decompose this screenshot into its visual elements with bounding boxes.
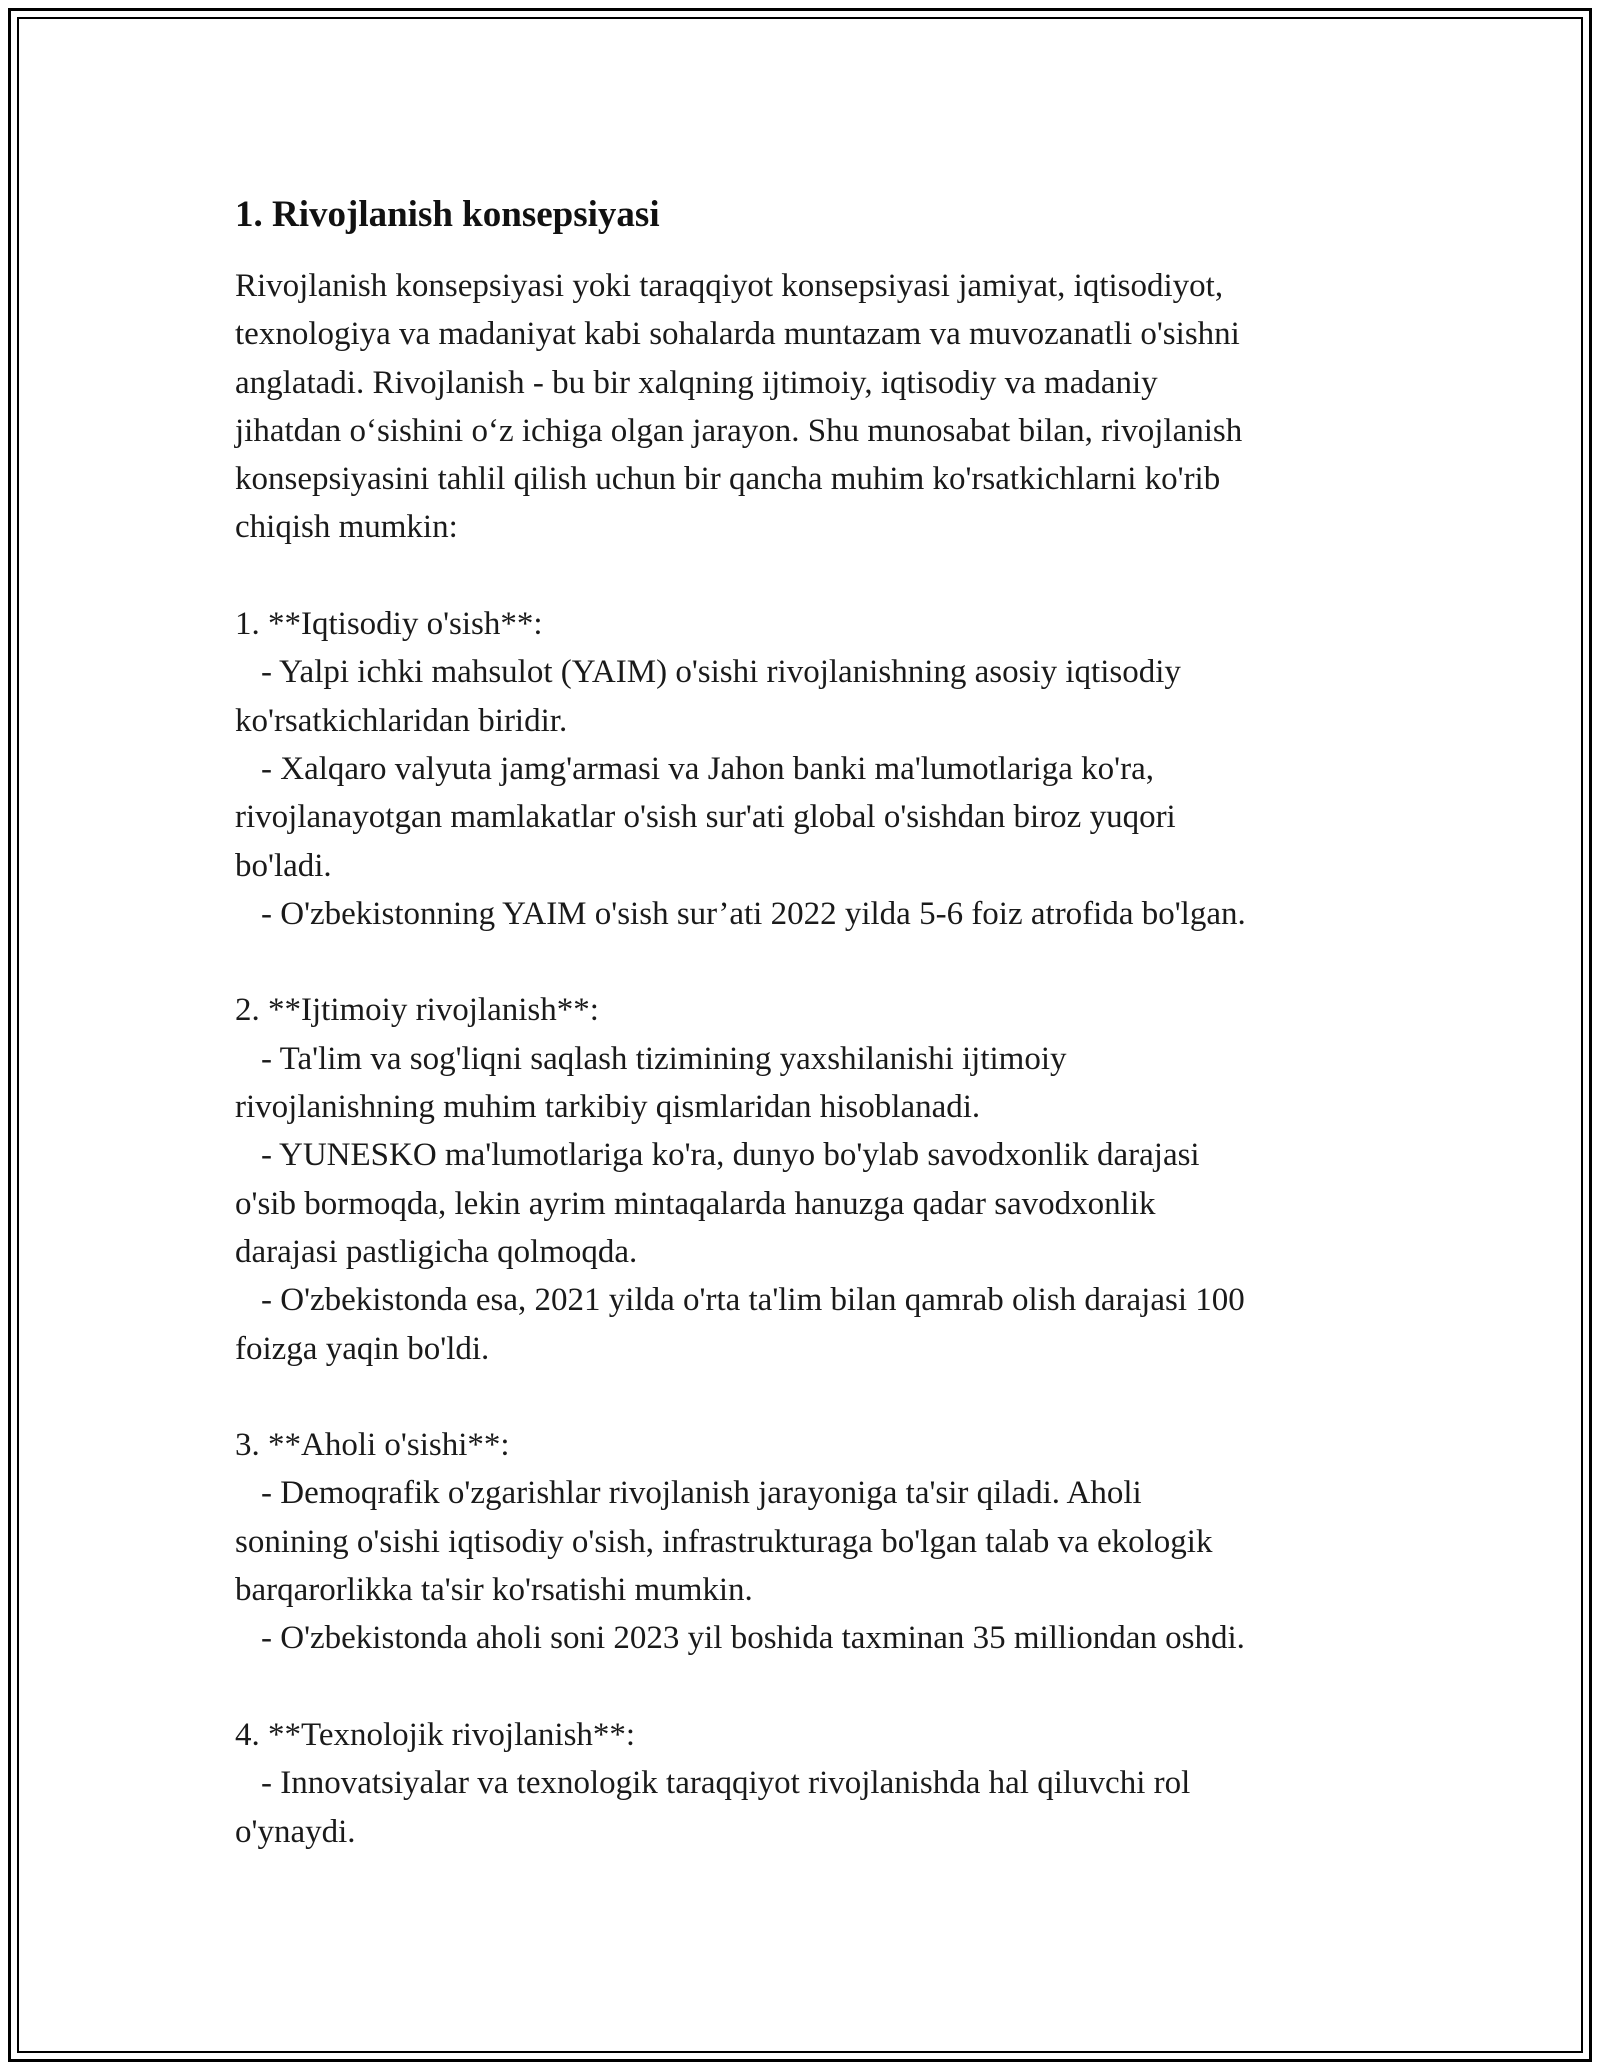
list-item <box>235 1131 1385 1276</box>
list-item-line: - Ta'lim va sog'liqni saqlash tizimining yaxshilanishi ijtimoiy <box>261 1040 1067 1077</box>
list-item-line: - YUNESKO ma'lumotlariga ko'ra, dunyo bo'ylab savodxonlik darajasi <box>261 1137 1200 1174</box>
section-heading: 2. **Ijtimoiy rivojlanish**: <box>235 992 599 1029</box>
list-item <box>235 1614 1385 1662</box>
intro-line: texnologiya va madaniyat kabi sohalarda muntazam va muvozanatli o'sishni <box>235 316 1240 353</box>
document-body <box>235 190 1385 1856</box>
section-heading: 1. **Iqtisodiy o'sish**: <box>235 606 543 643</box>
list-item-line: - O'zbekistonda aholi soni 2023 yil boshida taxminan 35 milliondan oshdi. <box>261 1620 1245 1657</box>
intro-paragraph <box>235 262 1385 552</box>
list-item-line: - O'zbekistonning YAIM o'sish sur’ati 2022 yilda 5-6 foiz atrofida bo'lgan. <box>261 895 1246 932</box>
list-item-line: darajasi pastligicha qolmoqda. <box>235 1233 638 1270</box>
list-item-line: ko'rsatkichlaridan biridir. <box>235 702 568 739</box>
document-title: 1. Rivojlanish konsepsiyasi <box>235 194 660 235</box>
list-item-line: rivojlanishning muhim tarkibiy qismlaridan hisoblanadi. <box>235 1089 981 1126</box>
list-item <box>235 1759 1385 1856</box>
list-item-line: - O'zbekistonda esa, 2021 yilda o'rta ta'lim bilan qamrab olish darajasi 100 <box>261 1282 1245 1319</box>
list-item-line: o'ynaydi. <box>235 1813 356 1850</box>
list-item-line: - Innovatsiyalar va texnologik taraqqiyot rivojlanishda hal qiluvchi rol <box>261 1765 1191 1802</box>
list-item-line: o'sib bormoqda, lekin ayrim mintaqalarda hanuzga qadar savodxonlik <box>235 1185 1156 1222</box>
list-item <box>235 1276 1385 1373</box>
list-item-line: - Xalqaro valyuta jamg'armasi va Jahon banki ma'lumotlariga ko'ra, <box>261 750 1154 787</box>
list-item <box>235 890 1385 938</box>
list-item-line: foizga yaqin bo'ldi. <box>235 1330 490 1367</box>
intro-line: jihatdan o‘sishini o‘z ichiga olgan jarayon. Shu munosabat bilan, rivojlanish <box>235 412 1243 449</box>
intro-line: konsepsiyasini tahlil qilish uchun bir qancha muhim ko'rsatkichlarni ko'rib <box>235 461 1221 498</box>
intro-line: Rivojlanish konsepsiyasi yoki taraqqiyot konsepsiyasi jamiyat, iqtisodiyot, <box>235 268 1224 304</box>
section-economic-growth <box>235 600 1385 938</box>
section-heading: 4. **Texnolojik rivojlanish**: <box>235 1716 636 1753</box>
list-item-line: - Demoqrafik o'zgarishlar rivojlanish jarayoniga ta'sir qiladi. Aholi <box>261 1475 1142 1512</box>
list-item-line: - Yalpi ichki mahsulot (YAIM) o'sishi rivojlanishning asosiy iqtisodiy <box>261 654 1181 691</box>
intro-line: anglatadi. Rivojlanish - bu bir xalqning ijtimoiy, iqtisodiy va madaniy <box>235 364 1158 401</box>
list-item <box>235 745 1385 890</box>
section-technological-development <box>235 1711 1385 1856</box>
list-item-line: barqarorlikka ta'sir ko'rsatishi mumkin. <box>235 1572 753 1609</box>
list-item <box>235 648 1385 745</box>
section-heading: 3. **Aholi o'sishi**: <box>235 1427 510 1464</box>
list-item <box>235 1469 1385 1614</box>
list-item <box>235 1035 1385 1132</box>
section-social-development <box>235 986 1385 1372</box>
intro-line: chiqish mumkin: <box>235 509 458 546</box>
list-item-line: bo'ladi. <box>235 847 332 884</box>
list-item-line: sonining o'sishi iqtisodiy o'sish, infrastrukturaga bo'lgan talab va ekologik <box>235 1523 1213 1560</box>
list-item-line: rivojlanayotgan mamlakatlar o'sish sur'ati global o'sishdan biroz yuqori <box>235 799 1176 836</box>
section-population-growth <box>235 1421 1385 1662</box>
